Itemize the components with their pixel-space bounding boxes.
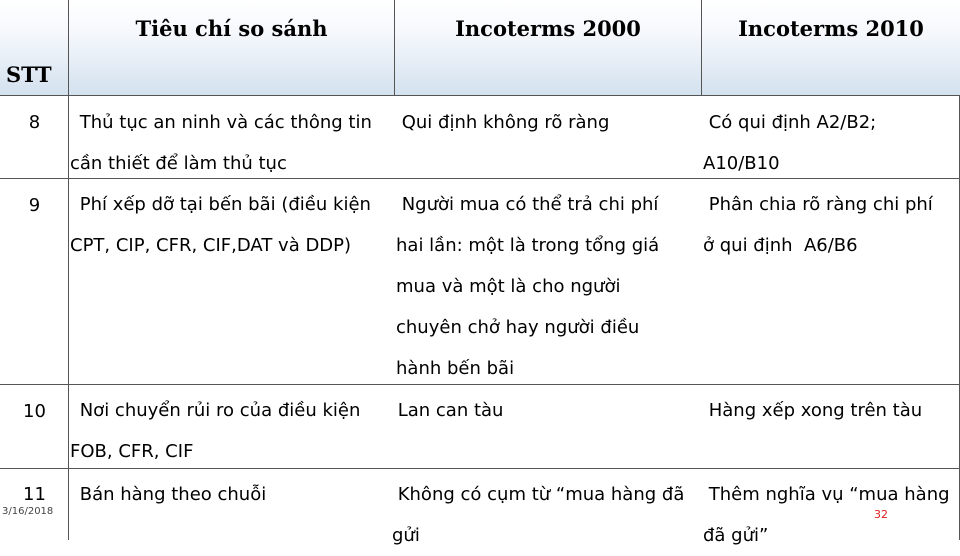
slide-page-number: 32 (874, 508, 888, 521)
header-cell-incoterms-2000 (395, 0, 702, 96)
incoterms-2010-cell: Thêm nghĩa vụ “mua hàng đã gửi” (703, 484, 950, 546)
header-incoterms-2000-label: Incoterms 2000 (455, 16, 641, 41)
header-cell-incoterms-2010 (702, 0, 960, 96)
row-number: 8 (28, 112, 41, 133)
slide-date: 3/16/2018 (2, 506, 54, 517)
incoterms-2010-cell: Phân chia rõ ràng chi phí ở qui định A6/B6 (703, 194, 933, 256)
column-divider (68, 96, 69, 540)
header-criteria-label: Tiêu chí so sánh (135, 16, 328, 41)
criteria-cell: Phí xếp dỡ tại bến bãi (điều kiện CPT, CIP, CFR, CIF,DAT và DDP) (70, 194, 371, 256)
incoterms-2010-cell: Hàng xếp xong trên tàu (703, 400, 923, 421)
incoterms-2000-cell: Người mua có thể trả chi phí hai lần: một là trong tổng giá mua và một là cho người chuyên chở hay người điều hành bến bãi (396, 194, 660, 379)
row-number: 11 (23, 484, 46, 505)
header-cell-stt (0, 0, 69, 96)
incoterms-2000-cell: Không có cụm từ “mua hàng đã gửi (392, 484, 685, 546)
incoterms-2000-cell: Lan can tàu (392, 400, 504, 421)
incoterms-2000-cell: Qui định không rõ ràng (396, 112, 610, 133)
criteria-cell: Thủ tục an ninh và các thông tin cần thiết để làm thủ tục (70, 112, 372, 174)
incoterms-2010-cell: Có qui định A2/B2; A10/B10 (703, 112, 877, 174)
criteria-cell: Nơi chuyển rủi ro của điều kiện FOB, CFR, CIF (70, 400, 361, 462)
row-number: 10 (23, 401, 46, 422)
criteria-cell: Bán hàng theo chuỗi (74, 484, 267, 505)
header-stt-label: STT (6, 62, 52, 87)
header-cell-criteria (69, 0, 395, 96)
row-number: 9 (28, 195, 41, 216)
header-incoterms-2010-label: Incoterms 2010 (738, 16, 924, 41)
